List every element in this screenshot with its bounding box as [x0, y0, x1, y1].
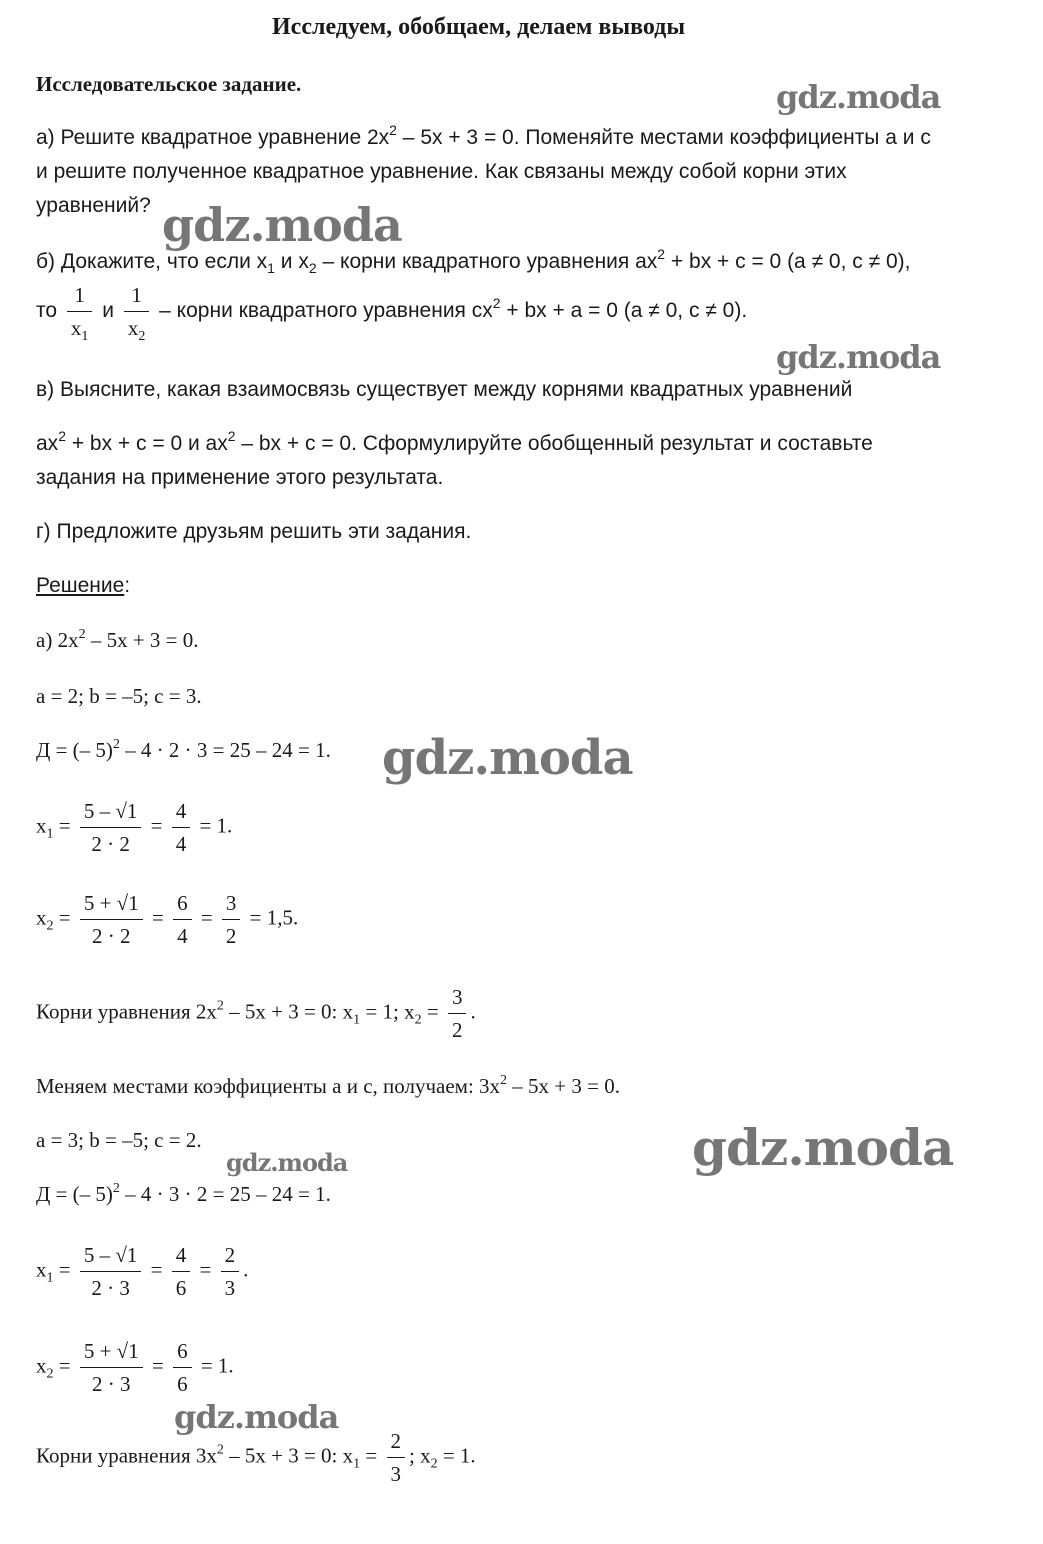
task-a-line1: а) Решите квадратное уравнение $2x^2 - 5x + 3 = 0$. Поменяйте местами коэффициенты a и c: [36, 122, 931, 149]
task-v-line3: задания на применение этого результата.: [36, 466, 444, 489]
task-a-line2: и решите полученное квадратное уравнение. Как связаны между собой корни этих: [36, 160, 847, 183]
root-x1-calc: $x_1$ = $\frac{5 - √1}{2 \cdot 2}$ = $\frac{4}{4}$ = 1.: [36, 799, 233, 856]
watermark-logo: gdz.moda: [174, 1398, 339, 1436]
equation-1: а) $2x^2 - 5x + 3 = 0$.: [36, 627, 199, 652]
page-title: Исследуем, обобщаем, делаем выводы: [272, 14, 686, 40]
root-y2-calc: $x_2$ = $\frac{5 + √1}{2 \cdot 3}$ = $\frac{6}{6}$ = 1.: [36, 1339, 234, 1396]
coefficients-2: a = 3; b = –5; c = 2.: [36, 1128, 202, 1152]
solution-heading: Решение:: [36, 574, 131, 597]
task-heading: Исследовательское задание.: [36, 72, 302, 96]
discriminant-2: Д = (– 5)$^2$ – 4 · 3 · 2 = 25 – 24 = 1.: [36, 1181, 331, 1206]
task-v-line2: $ax^2$ + bx + c = 0 и $ax^2$ – bx + c = 0. Сформулируйте обобщенный результат и составьте: [36, 428, 873, 455]
task-a-line3: уравнений?: [36, 194, 151, 217]
discriminant-1: Д = (– 5)$^2$ – 4 · 2 · 3 = 25 – 24 = 1.: [36, 737, 331, 762]
watermark-logo: gdz.moda: [226, 1148, 348, 1177]
watermark-logo: gdz.moda: [382, 730, 633, 786]
watermark-logo: gdz.moda: [162, 198, 402, 252]
root-y1-calc: $x_1$ = $\frac{5 - √1}{2 \cdot 3}$ = $\frac{4}{6}$ = $\frac{2}{3}$ .: [36, 1243, 249, 1300]
task-b-line1: б) Докажите, что если $x_1$ и $x_2$ – корни квадратного уравнения $ax^2$ + bx + c = 0 (a ≠ 0, c ≠ 0),: [36, 246, 911, 276]
watermark-logo: gdz.moda: [776, 338, 941, 376]
task-v-line1: в) Выясните, какая взаимосвязь существует между корнями квадратных уравнений: [36, 378, 853, 401]
coefficients-1: a = 2; b = –5; c = 3.: [36, 684, 202, 708]
watermark-logo: gdz.moda: [776, 78, 941, 116]
task-g-line: г) Предложите друзьям решить эти задания.: [36, 520, 472, 543]
roots-summary-2: Корни уравнения $3x^2 - 5x + 3 = 0$: $x_1$ = $\frac{2}{3}$ ; $x_2 = 1$.: [36, 1429, 476, 1486]
watermark-logo: gdz.moda: [692, 1118, 954, 1177]
root-x2-calc: $x_2$ = $\frac{5 + √1}{2 \cdot 2}$ = $\frac{6}{4}$ = $\frac{3}{2}$ = 1,5.: [36, 891, 299, 948]
swapped-equation: Меняем местами коэффициенты a и c, получаем: $3x^2 - 5x + 3 = 0$.: [36, 1073, 620, 1098]
task-b-line2: то $\frac{1}{x_1}$ и $\frac{1}{x_2}$ – корни квадратного уравнения $cx^2$ + bx + a = 0 (a ≠ 0, c ≠ 0).: [36, 283, 748, 344]
roots-summary-1: Корни уравнения $2x^2 - 5x + 3 = 0$: $x_1 = 1$; $x_2$ = $\frac{3}{2}$ .: [36, 985, 476, 1042]
